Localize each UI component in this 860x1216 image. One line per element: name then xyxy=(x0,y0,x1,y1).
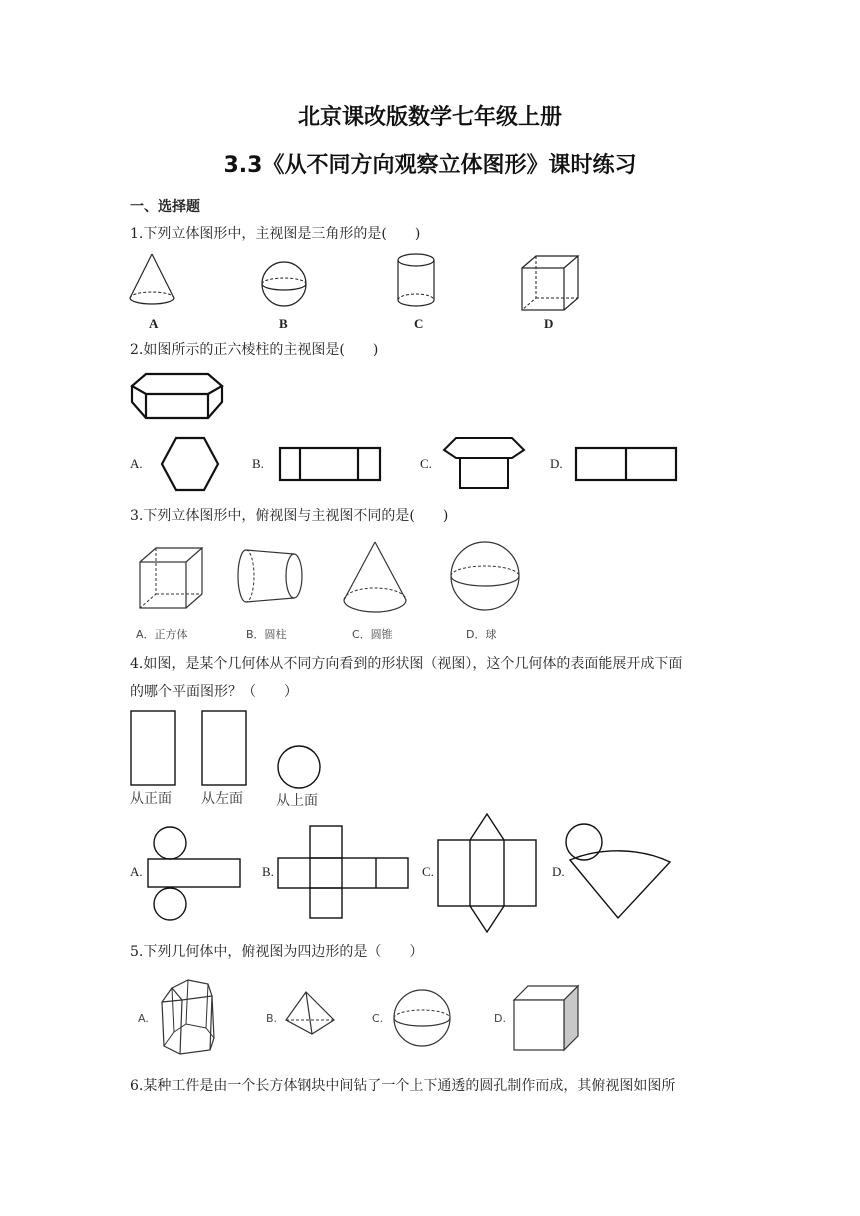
page-title: 北京课改版数学七年级上册 xyxy=(297,105,562,130)
question-1-text: 1.下列立体图形中，主视图是三角形的是( ) xyxy=(130,226,421,242)
q4-option-b-label: B. xyxy=(262,864,274,879)
question-6-text: 6.某种工件是由一个长方体钢块中间钻了一个上下通透的圆孔制作而成，其俯视图如图所 xyxy=(130,1078,676,1094)
q5-option-a-label: A. xyxy=(138,1012,149,1025)
q4-option-d-label: D. xyxy=(552,864,565,879)
q2-option-c-label: C. xyxy=(420,456,432,471)
q5-cube-figure xyxy=(512,984,580,1052)
q2-option-d-label: D. xyxy=(550,456,563,471)
q4-option-c-net xyxy=(436,812,538,936)
q4-view-left-label: 从左面 xyxy=(201,790,243,806)
q1-option-d-label: D xyxy=(544,316,554,331)
q5-option-d-label: D. xyxy=(494,1012,506,1025)
q4-top-view xyxy=(276,744,322,790)
q4-option-d-net xyxy=(562,822,674,922)
q2-option-b-label: B. xyxy=(252,456,264,471)
q1-sphere-figure xyxy=(256,260,312,310)
question-5-text: 5.下列几何体中，俯视图为四边形的是（ ） xyxy=(130,944,424,960)
q2-option-d-rect xyxy=(574,446,678,482)
question-2-text: 2.如图所示的正六棱柱的主视图是( ) xyxy=(130,342,379,358)
q3-option-d-label: D．球 xyxy=(466,628,497,641)
q1-option-b-label: B xyxy=(279,316,288,331)
q4-option-b-net xyxy=(276,824,410,920)
q4-view-top-label: 从上面 xyxy=(276,792,318,808)
q2-option-c-figure xyxy=(442,436,526,490)
q4-left-view xyxy=(201,710,247,786)
q4-option-a-label: A. xyxy=(130,864,143,879)
q2-option-b-rect xyxy=(278,446,382,482)
q1-option-c-label: C xyxy=(414,316,424,331)
q5-sphere-figure xyxy=(392,988,454,1050)
q2-option-a-label: A. xyxy=(130,456,143,471)
q5-pentagonal-prism-figure xyxy=(158,978,220,1058)
q3-cone-figure xyxy=(340,540,410,616)
q4-option-a-net xyxy=(146,826,242,922)
q3-option-b-label: B．圆柱 xyxy=(246,628,287,641)
q3-cylinder-figure xyxy=(238,548,308,604)
question-4-text-line1: 4.如图，是某个几何体从不同方向看到的形状图（视图），这个几何体的表面能展开成下面 xyxy=(130,656,683,672)
question-4-text-line2: 的哪个平面图形？（ ） xyxy=(130,684,298,700)
q3-option-c-label: C．圆锥 xyxy=(352,628,393,641)
q5-option-c-label: C. xyxy=(372,1012,384,1025)
q1-cylinder-figure xyxy=(394,252,440,312)
q4-front-view xyxy=(130,710,176,786)
page-subtitle: 3.3《从不同方向观察立体图形》课时练习 xyxy=(223,153,637,178)
q4-view-front-label: 从正面 xyxy=(130,790,172,806)
q4-option-c-label: C. xyxy=(422,864,434,879)
q1-cone-figure xyxy=(126,252,182,312)
q2-hexagonal-prism-figure xyxy=(130,368,224,422)
q1-cube-figure xyxy=(520,254,580,312)
q2-option-a-hexagon xyxy=(160,436,220,492)
q3-sphere-figure xyxy=(448,540,524,614)
q5-tetrahedron-figure xyxy=(284,990,338,1036)
q3-cube-figure xyxy=(138,546,204,610)
q3-option-a-label: A．正方体 xyxy=(136,628,188,641)
section-heading: 一、选择题 xyxy=(130,199,200,215)
q1-option-a-label: A xyxy=(149,316,159,331)
q5-option-b-label: B. xyxy=(266,1012,278,1025)
question-3-text: 3.下列立体图形中，俯视图与主视图不同的是( ) xyxy=(130,508,449,524)
